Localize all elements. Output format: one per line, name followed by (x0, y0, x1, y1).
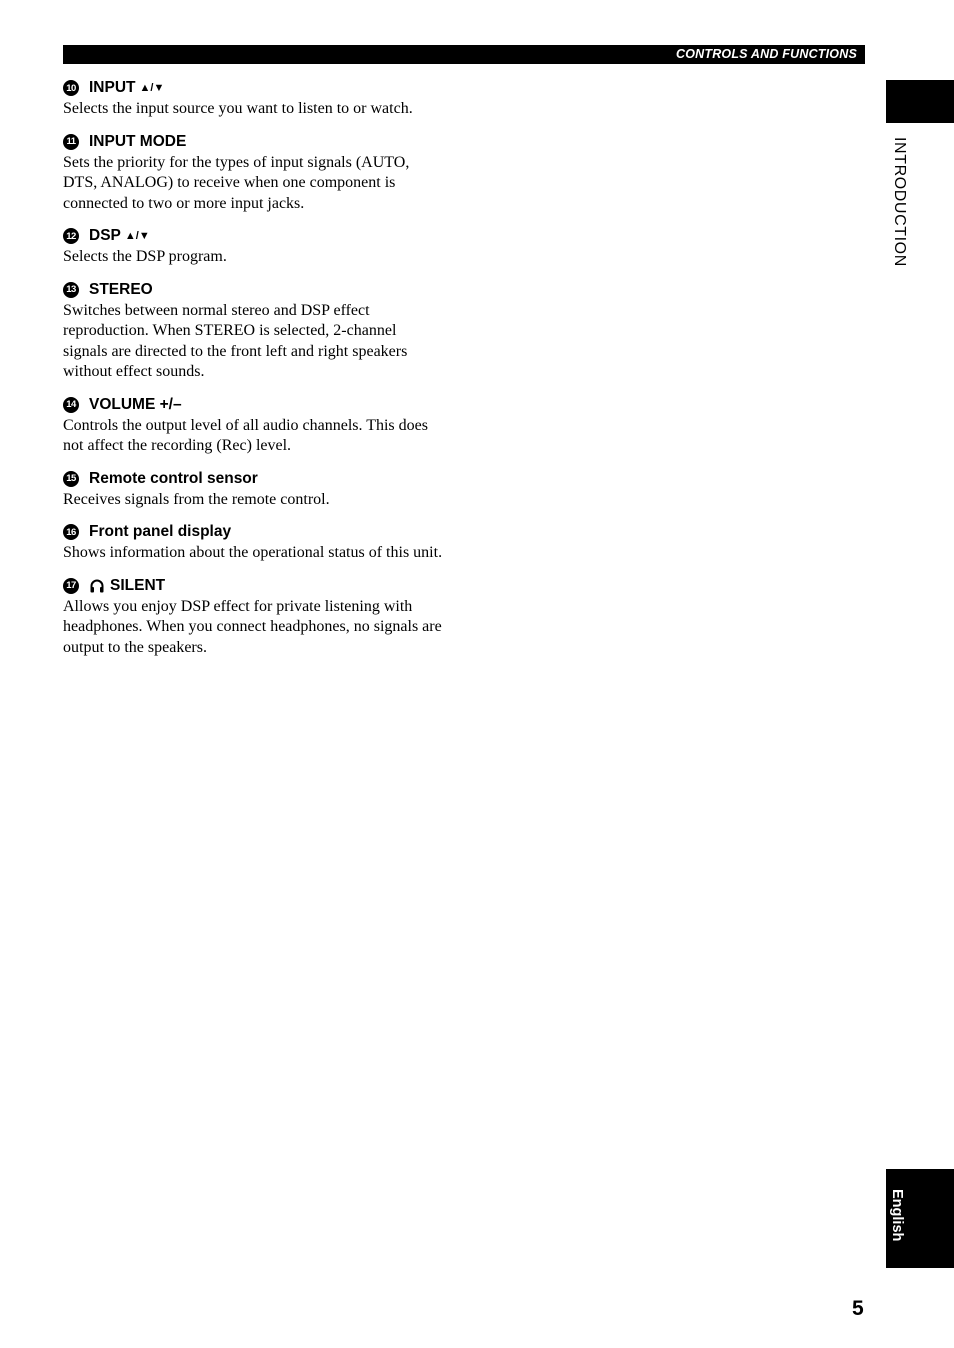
up-down-arrows-icon: ▲/▼ (124, 230, 150, 242)
control-item-front-panel-display (63, 521, 443, 564)
item-description: Controls the output level of all audio channels. This does not affect the recording (Rec) level. (63, 416, 428, 454)
language-label: English (889, 1189, 905, 1242)
item-title: SILENT (110, 576, 166, 594)
item-number-badge: 16 (63, 524, 79, 540)
item-title: DSP (89, 227, 121, 244)
section-title: CONTROLS AND FUNCTIONS (675, 47, 857, 61)
item-heading (63, 394, 443, 416)
item-number-badge: 12 (63, 228, 79, 244)
section-tab-marker (886, 80, 954, 123)
item-number-badge: 15 (63, 471, 79, 487)
item-number-badge: 10 (63, 80, 79, 96)
item-heading (63, 131, 443, 153)
headphones-icon (89, 578, 105, 594)
item-heading (63, 468, 443, 490)
page-number: 5 (852, 1297, 864, 1320)
item-title: STEREO (89, 280, 153, 298)
up-down-arrows-icon: ▲/▼ (139, 82, 165, 94)
controls-list (63, 77, 443, 669)
control-item-dsp (63, 225, 443, 268)
control-item-remote-sensor (63, 468, 443, 511)
control-item-silent (63, 575, 443, 659)
item-heading (63, 575, 443, 597)
item-description: Allows you enjoy DSP effect for private listening with headphones. When you connect headphones, no signals are output to the speakers. (63, 597, 442, 656)
item-description: Shows information about the operational status of this unit. (63, 544, 443, 561)
item-description: Switches between normal stereo and DSP effect reproduction. When STEREO is selected, 2-channel signals are directed to the front left and right speakers without effect sounds. (63, 301, 408, 380)
control-item-input-mode (63, 131, 443, 215)
item-heading (63, 521, 443, 543)
section-header-bar (63, 45, 865, 64)
control-item-stereo (63, 279, 443, 383)
item-title: Remote control sensor (89, 469, 258, 487)
item-number-badge: 13 (63, 282, 79, 298)
item-description: Selects the DSP program. (63, 248, 227, 265)
item-number-badge: 17 (63, 578, 79, 594)
item-description: Selects the input source you want to listen to or watch. (63, 100, 413, 117)
item-title: INPUT (89, 79, 136, 96)
item-number-badge: 14 (63, 397, 79, 413)
item-heading (63, 77, 443, 99)
item-description: Sets the priority for the types of input signals (AUTO, DTS, ANALOG) to receive when one component is connected to two or more input jacks. (63, 153, 410, 212)
item-heading (63, 279, 443, 301)
control-item-volume (63, 394, 443, 457)
item-heading (63, 225, 443, 247)
item-description: Receives signals from the remote control. (63, 490, 330, 508)
item-title: Front panel display (89, 523, 232, 540)
item-title: VOLUME +/– (89, 395, 182, 413)
item-title: INPUT MODE (89, 132, 187, 150)
chapter-label: INTRODUCTION (891, 137, 908, 267)
control-item-input (63, 77, 443, 120)
item-number-badge: 11 (63, 134, 79, 150)
